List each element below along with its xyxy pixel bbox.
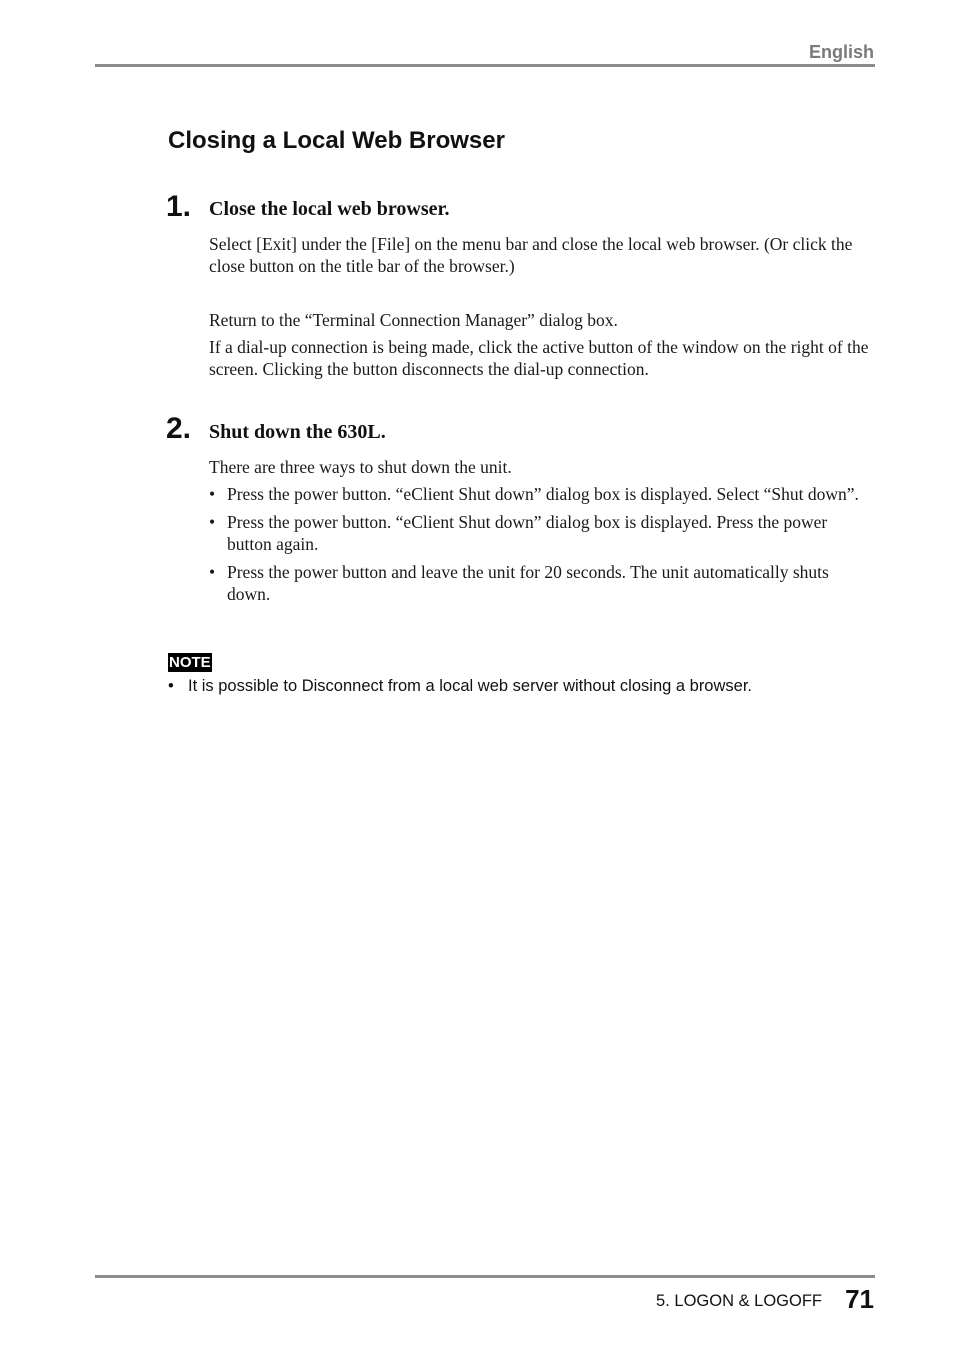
shutdown-methods-list [209,483,874,611]
step-1-title: Close the local web browser. [209,198,450,220]
list-item [209,511,874,555]
list-item-text: Press the power button. “eClient Shut down” dialog box is displayed. Press the power button again. [227,512,828,554]
list-item-text: Press the power button. “eClient Shut down” dialog box is displayed. Select “Shut down”. [227,484,859,504]
step-1-return-text: Return to the “Terminal Connection Manager” dialog box. [209,310,618,330]
bullet-icon: • [209,484,216,504]
footer-section-name: 5. LOGON & LOGOFF [656,1292,822,1310]
list-item [209,483,874,505]
page-number: 71 [845,1284,874,1314]
section-title: Closing a Local Web Browser [168,127,505,154]
step-1-dialup-text: If a dial-up connection is being made, click the active button of the window on the right of the screen. Clicking the button disconnects the dial-up connection. [209,337,869,379]
footer-rule [95,1275,875,1278]
step-2-title: Shut down the 630L. [209,421,386,443]
note-text: It is possible to Disconnect from a local web server without closing a browser. [188,677,752,695]
header-rule [95,64,875,67]
step-1-paragraph: Select [Exit] under the [File] on the menu bar and close the local web browser. (Or click the close button on the title bar of the browser.) [209,234,853,276]
bullet-icon: • [168,677,174,695]
header-language: English [808,42,874,62]
note-item [168,676,868,696]
note-badge: NOTE [169,654,211,671]
step-1-number: 1. [166,190,192,223]
step-2-number: 2. [166,412,192,445]
list-item-text: Press the power button and leave the unit for 20 seconds. The unit automatically shuts down. [227,562,829,604]
bullet-icon: • [209,512,216,532]
step-2-intro: There are three ways to shut down the unit. [209,457,512,477]
list-item [209,561,874,605]
bullet-icon: • [209,562,216,582]
